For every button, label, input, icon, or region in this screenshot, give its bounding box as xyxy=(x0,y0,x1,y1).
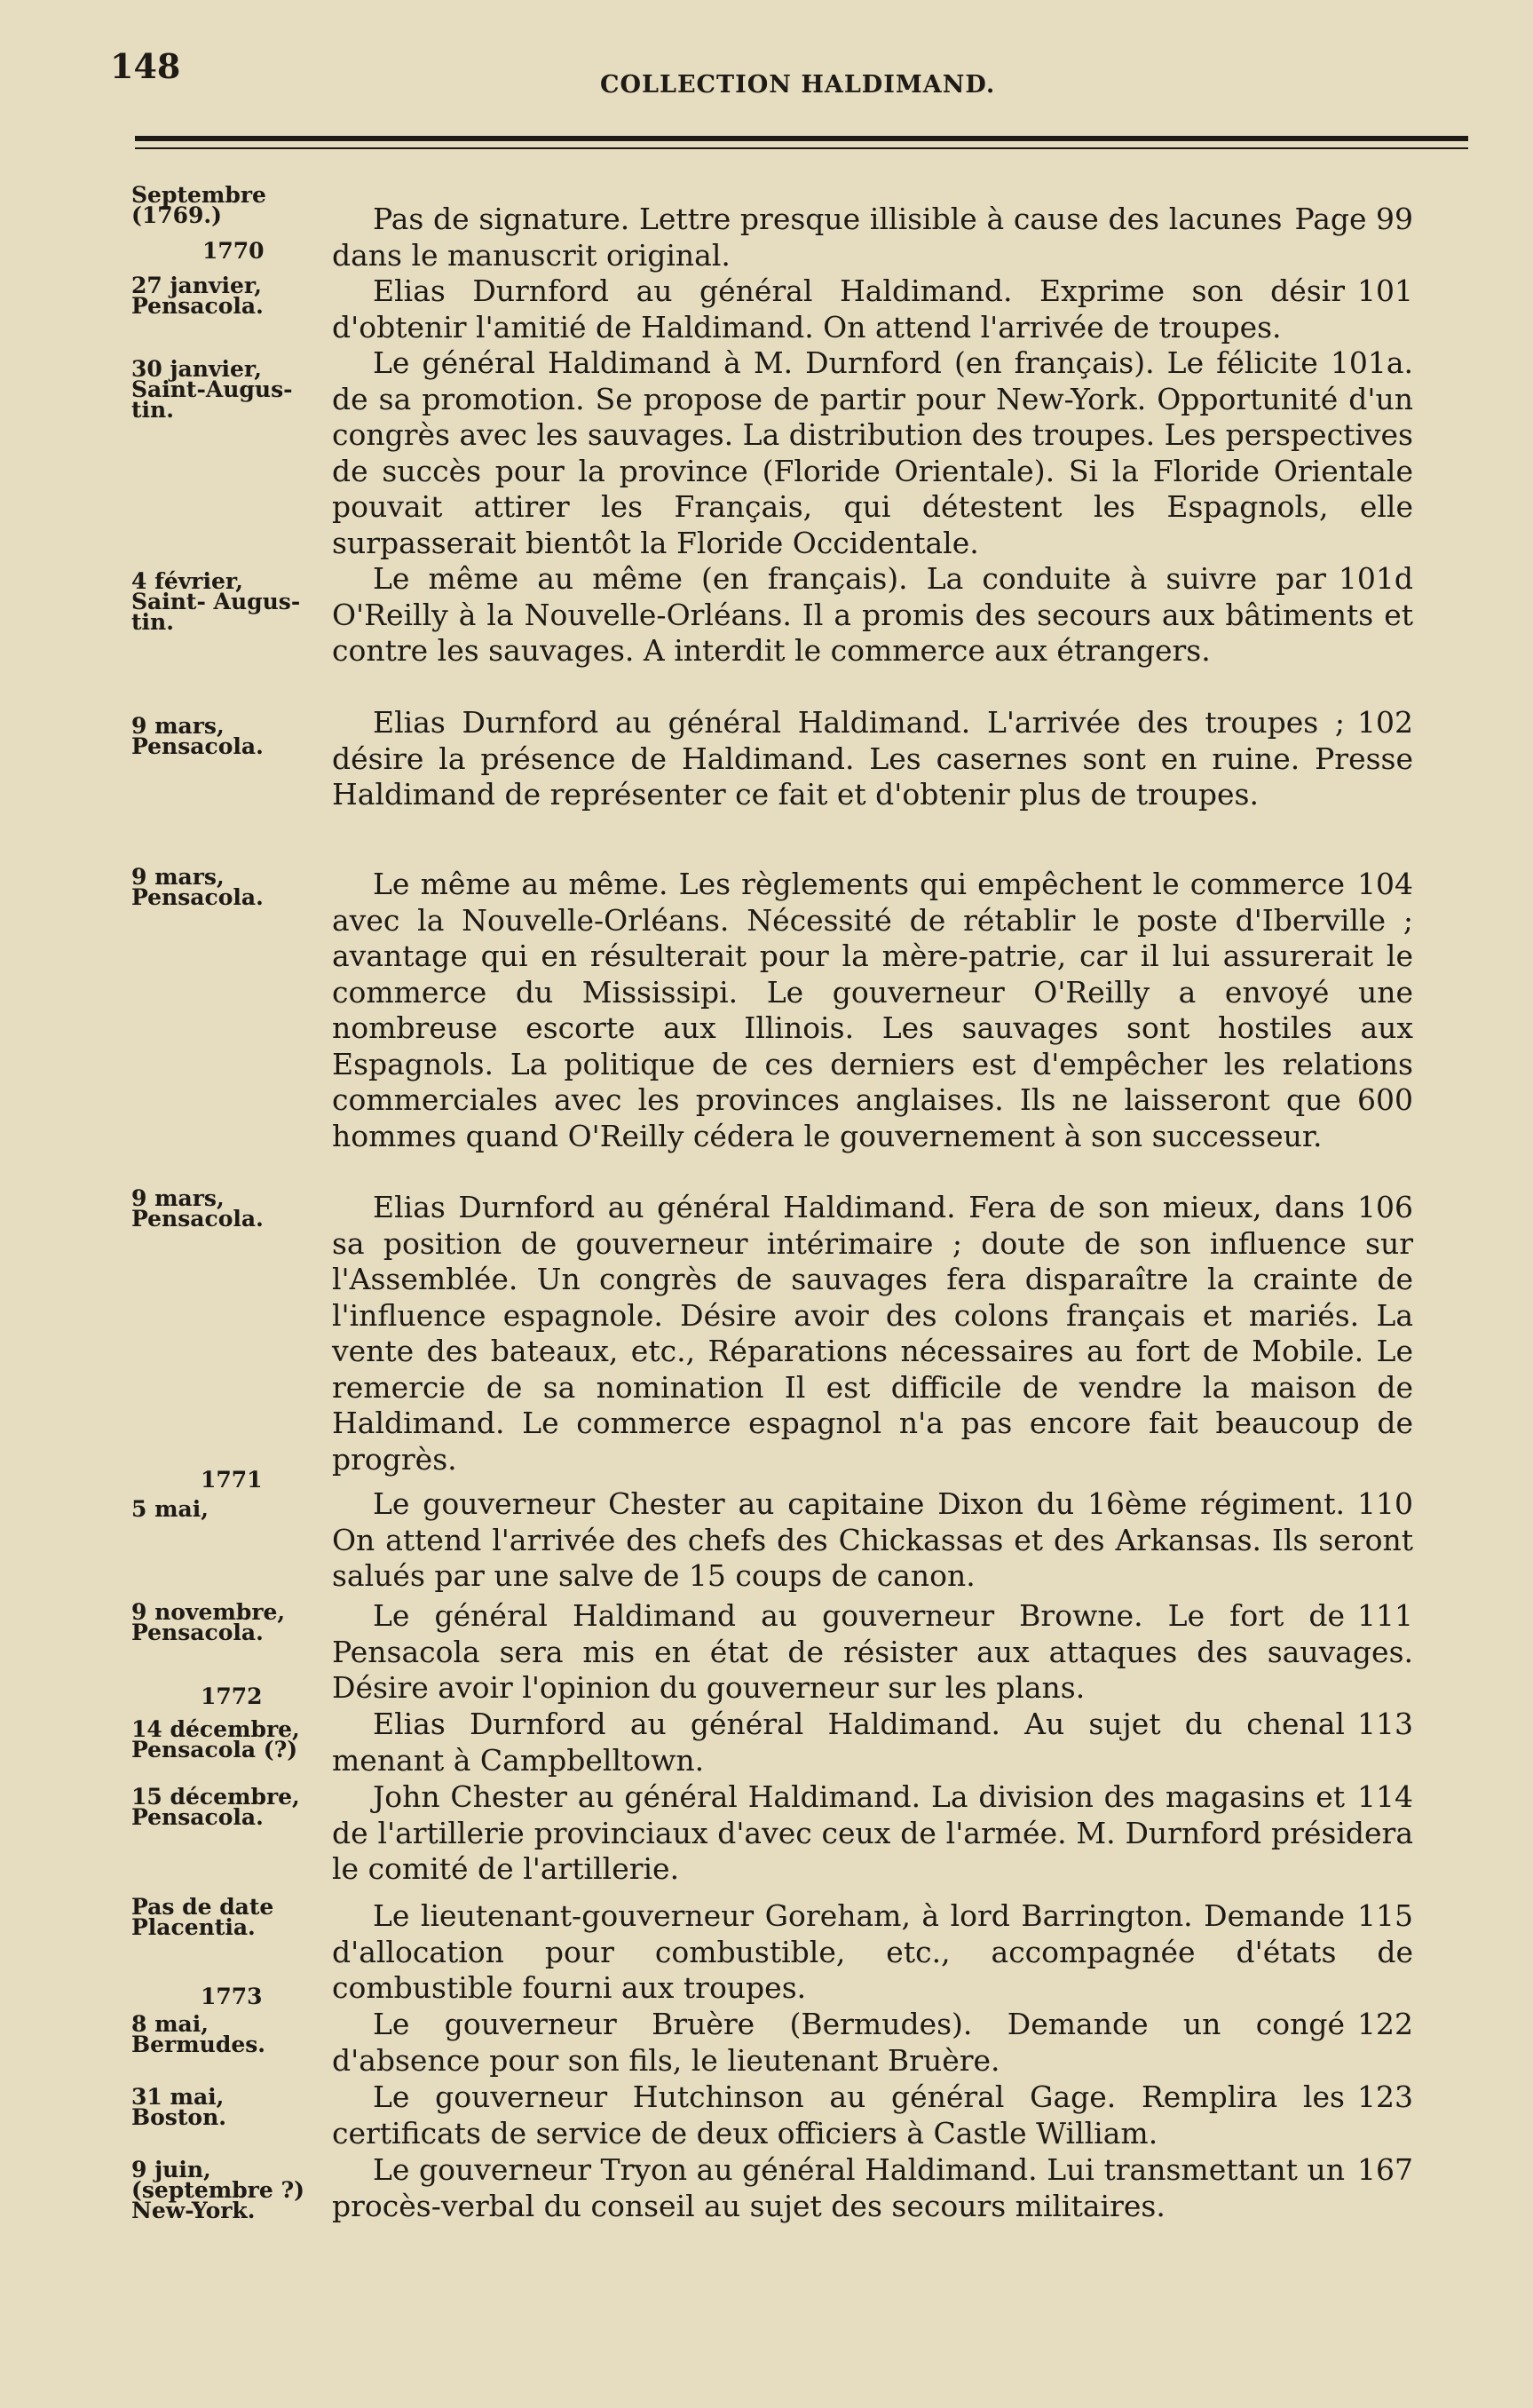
entry-summary xyxy=(332,1898,1413,2007)
entry-page-ref: 113 xyxy=(1357,1707,1413,1741)
entry-date: 4 février, Saint- Augus- tin. xyxy=(131,568,301,635)
entry-date: Pas de date Placentia. xyxy=(131,1894,274,1940)
entry-text: John Chester au général Haldimand. La division des magasins et de l'artillerie provinciaux d'avec ceux de l'armée. M. Durnford présidera le comité de l'artillerie. xyxy=(332,1779,1413,1886)
entry-date: 27 janvier, Pensacola. xyxy=(131,273,264,319)
entry-text: Le gouverneur Bruère (Bermudes). Demande un congé d'absence pour son fils, le lieutenant Bruère. xyxy=(332,2007,1345,2078)
entry-text: Le lieutenant-gouverneur Goreham, à lord Barrington. Demande d'allocation pour combustible, etc., accompagnée d'états de combustible fourni aux troupes. xyxy=(332,1898,1413,2005)
entry-text: Le gouverneur Hutchinson au général Gage. Remplira les certificats de service de deux officiers à Castle William. xyxy=(332,2079,1345,2151)
entry-date: 8 mai, Bermudes. xyxy=(131,2011,266,2057)
entry-text: Pas de signature. Lettre presque illisible à cause des lacunes dans le manuscrit original. xyxy=(332,202,1283,273)
entry-page-ref: 101d xyxy=(1338,561,1413,596)
entry-date: 15 décembre, Pensacola. xyxy=(131,1784,300,1830)
year-label: 1772 xyxy=(201,1683,263,1709)
entry-date: Septembre (1769.) xyxy=(131,182,266,228)
entry-page-ref: 110 xyxy=(1357,1486,1413,1521)
entry-page-ref: 104 xyxy=(1357,867,1413,901)
entry-summary xyxy=(332,345,1413,561)
entry-summary xyxy=(332,1486,1413,1595)
year-label: 1771 xyxy=(201,1467,263,1493)
year-label: 1770 xyxy=(202,238,265,264)
header-rule-thin xyxy=(135,147,1468,149)
entry-text: Le même au même (en français). La conduite à suivre par O'Reilly à la Nouvelle-Orléans. Il a promis des secours aux bâtiments et contre les sauvages. A interdit le commerce aux étrangers. xyxy=(332,561,1413,668)
entry-date: 9 mars, Pensacola. xyxy=(131,1185,264,1232)
entry-summary xyxy=(332,705,1413,813)
header-rule-thick xyxy=(135,136,1468,141)
entry-text: Elias Durnford au général Haldimand. Au sujet du chenal menant à Campbelltown. xyxy=(332,1707,1345,1778)
entry-text: Elias Durnford au général Haldimand. Fera de son mieux, dans sa position de gouverneur intérimaire ; doute de son influence sur l'Assemblée. Un congrès de sauvages fera disparaître la crainte de l'influence espagnole. Désire avoir des colons français et mariés. La vente des bateaux, etc., Réparations nécessaires au fort de Mobile. Le remercie de sa nomination Il est difficile de vendre la maison de Haldimand. Le commerce espagnol n'a pas encore fait beaucoup de progrès. xyxy=(332,1190,1413,1477)
entry-summary xyxy=(332,2007,1413,2079)
entry-text: Le gouverneur Tryon au général Haldimand. Lui transmettant un procès-verbal du conseil au sujet des secours militaires. xyxy=(332,2152,1345,2223)
entry-summary xyxy=(332,1598,1413,1707)
entry-text: Elias Durnford au général Haldimand. Exprime son désir d'obtenir l'amitié de Haldimand. On attend l'arrivée de troupes. xyxy=(332,273,1345,345)
entry-page-ref: 167 xyxy=(1357,2152,1413,2187)
entry-date: 9 novembre, Pensacola. xyxy=(131,1599,286,1645)
entry-summary xyxy=(332,2079,1413,2151)
entry-page-ref: 102 xyxy=(1357,705,1413,740)
entry-date: 31 mai, Boston. xyxy=(131,2084,226,2130)
entry-text: Le même au même. Les règlements qui empêchent le commerce avec la Nouvelle-Orléans. Nécessité de rétablir le poste d'Iberville ; avantage qui en résulterait pour la mère-patrie, car il lui assurerait le commerce du Mississipi. Le gouverneur O'Reilly a envoyé une nombreuse escorte aux Illinois. Les sauvages sont hostiles aux Espagnols. La politique de ces derniers est d'empêcher les relations commerciales avec les provinces anglaises. Ils ne laisseront que 600 hommes quand O'Reilly cédera le gouvernement à son successeur. xyxy=(332,867,1413,1153)
entry-page-ref: 111 xyxy=(1357,1598,1413,1633)
entry-text: Le gouverneur Chester au capitaine Dixon du 16ème régiment. On attend l'arrivée des chefs des Chickassas et des Arkansas. Ils seront salués par une salve de 15 coups de canon. xyxy=(332,1486,1413,1593)
entry-summary xyxy=(332,1190,1413,1477)
entry-date: 30 janvier, Saint-Augus- tin. xyxy=(131,356,293,423)
entry-page-ref: 114 xyxy=(1357,1779,1413,1814)
entry-summary xyxy=(332,273,1413,345)
entry-page-ref: 122 xyxy=(1357,2007,1413,2041)
entry-summary xyxy=(332,2152,1413,2224)
running-head: COLLECTION HALDIMAND. xyxy=(600,71,996,99)
entry-date: 9 juin, (septembre ?) New-York. xyxy=(131,2157,304,2223)
entry-summary xyxy=(332,202,1413,273)
entry-date: 9 mars, Pensacola. xyxy=(131,713,264,759)
entry-page-ref: 115 xyxy=(1357,1898,1413,1933)
entry-page-ref: 106 xyxy=(1357,1190,1413,1224)
entry-page-ref: 123 xyxy=(1357,2079,1413,2114)
entry-date: 9 mars, Pensacola. xyxy=(131,864,264,910)
entry-page-ref: Page 99 xyxy=(1294,202,1413,236)
entry-summary xyxy=(332,1707,1413,1778)
entry-summary xyxy=(332,561,1413,669)
entry-text: Le général Haldimand au gouverneur Browne. Le fort de Pensacola sera mis en état de résister aux attaques des sauvages. Désire avoir l'opinion du gouverneur sur les plans. xyxy=(332,1598,1413,1705)
entry-text: Le général Haldimand à M. Durnford (en français). Le félicite de sa promotion. Se propose de partir pour New-York. Opportunité d'un congrès avec les sauvages. La distribution des troupes. Les perspectives de succès pour la province (Floride Orientale). Si la Floride Orientale pouvait attirer les Français, qui détestent les Espagnols, elle surpasserait bientôt la Floride Occidentale. xyxy=(332,345,1413,560)
entry-summary xyxy=(332,867,1413,1154)
page-number: 148 xyxy=(110,46,181,86)
year-label: 1773 xyxy=(201,1984,263,2009)
entry-summary xyxy=(332,1779,1413,1888)
entry-page-ref: 101 xyxy=(1357,273,1413,308)
entry-date: 5 mai, xyxy=(131,1496,209,1522)
entry-text: Elias Durnford au général Haldimand. L'arrivée des troupes ; désire la présence de Haldimand. Les casernes sont en ruine. Presse Haldimand de représenter ce fait et d'obtenir plus de troupes. xyxy=(332,705,1413,812)
entry-page-ref: 101a. xyxy=(1330,345,1413,380)
entry-date: 14 décembre, Pensacola (?) xyxy=(131,1716,300,1762)
